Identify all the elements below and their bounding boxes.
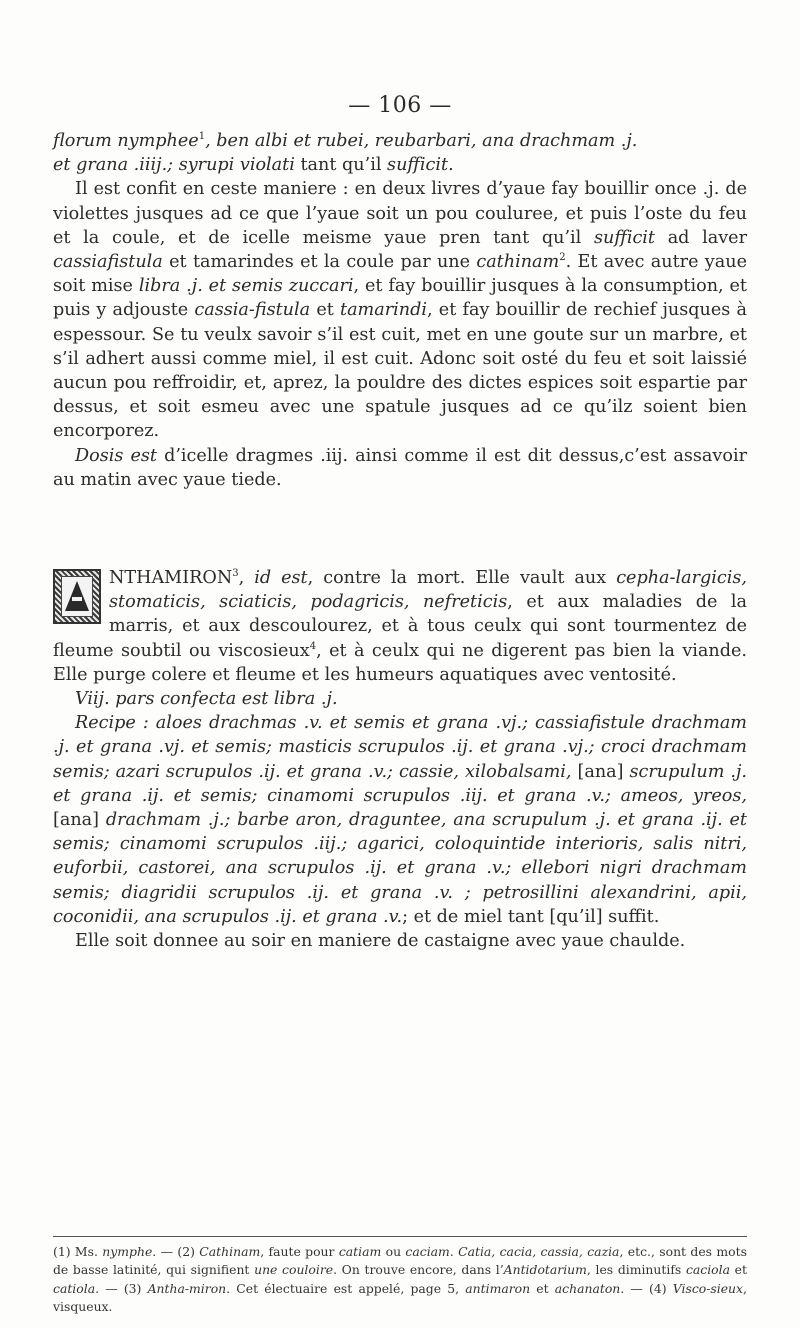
paragraph-florum: florum nymphee$^1$, ben albi et rubei, reubarbari, ana drachmam .j. et grana .iiij.; syrupi violati tant qu’il sufficit. (53, 131, 638, 176)
footnote-4: (4) Visco-sieux, visqueux. (53, 1280, 747, 1314)
footnote-3: (3) Antha-miron. Cet électuaire est appelé, page 5, antimaron et achanaton. — (123, 1280, 649, 1296)
continued-recipe-section (53, 129, 747, 492)
footnote-divider (53, 1236, 747, 1237)
paragraph-dosis: Dosis est d’icelle dragmes .iij. ainsi comme il est dit dessus,c’est assavoir au matin avec yaue tiede. (53, 445, 747, 490)
footnote-ref-2[interactable]: 2 (559, 252, 566, 264)
paragraph-viij: Viij. pars confecta est libra .j. (75, 689, 338, 710)
footnotes (53, 1243, 747, 1316)
footnote-ref-1[interactable]: 1 (198, 131, 206, 142)
paragraph-recipe: Recipe : aloes drachmas .v. et semis et grana .vj.; cassiafistule drachmam .j. et grana .vj. et semis; masticis scrupulos .ij. et grana .vj.; croci drachmam semis; azari scrupulos .ij. et grana .v.; cassie, xilobalsami, [ana] scrupulum .j. et grana .ij. et semis; cinamomi scrupulos .iij. et grana .v.; ameos, yreos, [ana] drachmam .j.; barbe aron, draguntee, ana scrupulum .j. et grana .ij. et semis; cinamomi scrupulos .iij.; agarici, coloquintide interioris, salis nitri, euforbii, castorei, ana scrupulos .ij. et grana .v.; ellebori nigri drachmam semis; diagridii scrupulos .ij. et grana .v. ; petrosillini alexandrini, apii, coconidii, ana scrupulos .ij. et grana .v.; et de miel tant [qu’il] suffit. (53, 713, 747, 927)
decorated-initial-a-icon (53, 569, 101, 624)
anthamiron-section (53, 566, 747, 953)
footnote-ref-4[interactable]: 4 (309, 640, 317, 652)
paragraph-donnee: Elle soit donnee au soir en maniere de castaigne avec yaue chaulde. (75, 931, 686, 952)
paragraph-confection: Il est confit en ceste maniere : en deux livres d’yaue fay bouillir once .j. de violettes jusques ad ce que l’yaue soit un pou couluree, et puis l’oste du feu et la coule, et de icelle meisme yaue pren tant qu’il sufficit ad laver cassiafistula et tamarindes et la coule par une cathinam$^2$. Et avec autre yaue soit mise libra .j. et semis zuccari, et fay bouillir jusques à la consumption, et puis y adjouste cassia-fistula et tamarindi, et fay bouillir de rechief jusques à espessour. Se tu veulx savoir s’il est cuit, met en une goute sur un marbre, et s’il adhert aussi comme miel, il est cuit. Adonc soit osté du feu et soit laissié aucun pou reffroidir, et, aprez, la pouldre des dictes espices soit espartie par dessus, et soit esmeu avec une spatule jusques ad ce qu’ilz soient bien encorporez. (53, 179, 747, 442)
paragraph-anthamiron: NTHAMIRON$^3$, id est, contre la mort. Elle vault aux cepha-largicis, stomaticis, sciaticis, podagricis, nefreticis, et aux maladies de la marris, et aux descoulourez, et à tous ceulx qui sont tourmentez de fleume soubtil ou viscosieux$^4$, et à ceulx qui ne digerent pas bien la viande. Elle purge colere et fleume et les humeurs aquatiques avec ventosité. (53, 568, 747, 685)
footnote-ref-3[interactable]: 3 (232, 568, 239, 579)
footnote-1: (1) Ms. nymphe. — (53, 1244, 178, 1259)
section-title: NTHAMIRON (109, 568, 233, 588)
footnote-2: (2) Cathinam, faute pour catiam ou caciam. Catia, cacia, cassia, cazia, etc., sont des mots de basse latinité, qui signifient une couloire. On trouve encore, dans l’Antidotarium, les diminutifs caciola et catiola. — (53, 1244, 747, 1296)
page-number: — 106 — (348, 93, 452, 118)
